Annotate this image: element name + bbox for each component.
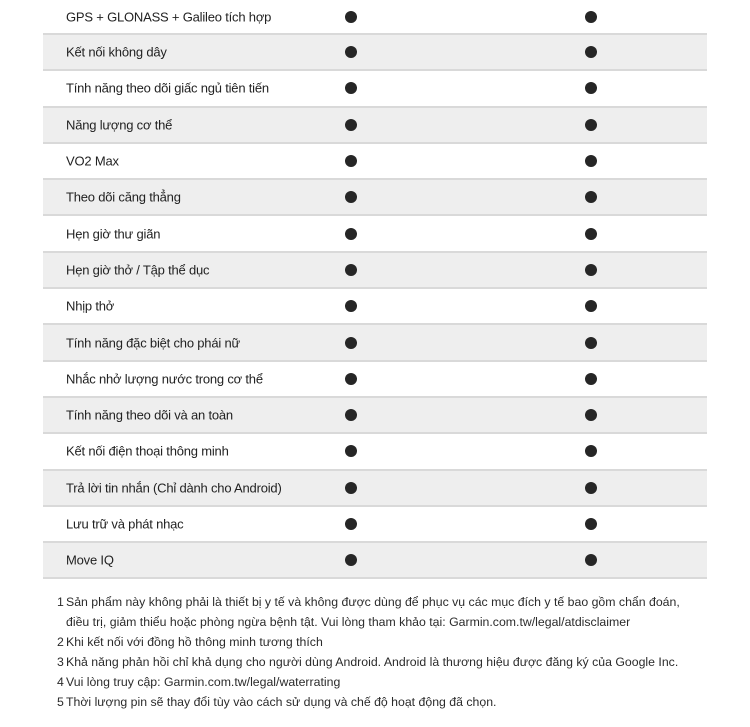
footnote-number: 1 <box>57 595 64 609</box>
filled-circle-icon <box>345 482 357 494</box>
table-row <box>43 543 707 579</box>
filled-circle-icon <box>345 264 357 276</box>
feature-label: GPS + GLONASS + Galileo tích hợp <box>66 9 272 24</box>
feature-label: Move IQ <box>66 552 114 568</box>
filled-circle-icon <box>345 409 357 421</box>
table-row <box>43 35 707 71</box>
feature-label: Nhắc nhở lượng nước trong cơ thể <box>66 371 263 387</box>
feature-label: Tính năng đặc biệt cho phái nữ <box>66 335 240 351</box>
feature-label: VO2 Max <box>66 153 119 169</box>
feature-label: Nhịp thở <box>66 298 115 314</box>
filled-circle-icon <box>585 337 597 349</box>
feature-label: Kết nối điện thoại thông minh <box>66 443 229 459</box>
table-row <box>43 434 707 470</box>
table-row <box>43 144 707 180</box>
filled-circle-icon <box>345 155 357 167</box>
table-row <box>43 216 707 252</box>
filled-circle-icon <box>585 518 597 530</box>
filled-circle-icon <box>585 482 597 494</box>
table-row <box>43 362 707 398</box>
filled-circle-icon <box>585 409 597 421</box>
filled-circle-icon <box>345 373 357 385</box>
filled-circle-icon <box>345 554 357 566</box>
footnote-number: 2 <box>57 635 64 649</box>
feature-label: Hẹn giờ thở / Tập thể dục <box>66 262 210 278</box>
feature-label: Kết nối không dây <box>66 44 167 60</box>
footnotes <box>57 592 737 712</box>
filled-circle-icon <box>585 300 597 312</box>
filled-circle-icon <box>345 445 357 457</box>
table-row <box>43 0 707 35</box>
table-row <box>43 398 707 434</box>
table-row <box>43 108 707 144</box>
table-row <box>43 71 707 107</box>
footnote <box>57 672 737 692</box>
filled-circle-icon <box>585 82 597 94</box>
feature-label: Tính năng theo dõi và an toàn <box>66 407 233 423</box>
footnote-number: 5 <box>57 695 64 709</box>
footnote-text: Thời lượng pin sẽ thay đổi tùy vào cách sử dụng và chế độ hoạt động đã chọn. <box>66 695 497 709</box>
filled-circle-icon <box>345 82 357 94</box>
footnote-text: Vui lòng truy cập: Garmin.com.tw/legal/waterrating <box>66 675 341 689</box>
footnote <box>57 632 737 652</box>
filled-circle-icon <box>585 445 597 457</box>
footnote-text: Khả năng phản hồi chỉ khả dụng cho người dùng Android. Android là thương hiệu được đăng ký của Google Inc. <box>66 655 679 669</box>
footnote-text: điều trị, giảm thiểu hoặc phòng ngừa bệnh tật. Vui lòng tham khảo tại: Garmin.com.tw/legal/atdisclaimer <box>66 615 631 629</box>
filled-circle-icon <box>585 191 597 203</box>
filled-circle-icon <box>585 155 597 167</box>
feature-label: Tính năng theo dõi giấc ngủ tiên tiến <box>66 80 269 96</box>
footnote <box>57 592 737 612</box>
footnote-number: 3 <box>57 655 64 669</box>
table-row <box>43 289 707 325</box>
filled-circle-icon <box>585 554 597 566</box>
filled-circle-icon <box>345 300 357 312</box>
filled-circle-icon <box>345 11 357 23</box>
filled-circle-icon <box>585 11 597 23</box>
footnote <box>57 692 737 712</box>
table-row <box>43 507 707 543</box>
filled-circle-icon <box>345 119 357 131</box>
footnote-text: Khi kết nối với đồng hồ thông minh tương thích <box>66 635 323 649</box>
table-row <box>43 325 707 361</box>
feature-label: Năng lượng cơ thể <box>66 117 173 133</box>
filled-circle-icon <box>585 264 597 276</box>
filled-circle-icon <box>345 228 357 240</box>
footnote <box>57 612 737 632</box>
feature-label: Lưu trữ và phát nhạc <box>66 516 184 532</box>
feature-label: Theo dõi căng thẳng <box>66 189 181 205</box>
table-row <box>43 471 707 507</box>
footnote <box>57 652 737 672</box>
feature-label: Trả lời tin nhắn (Chỉ dành cho Android) <box>66 480 282 496</box>
feature-comparison-table <box>43 0 707 579</box>
footnote-number: 4 <box>57 675 64 689</box>
filled-circle-icon <box>585 46 597 58</box>
footnote-text: Sản phẩm này không phải là thiết bị y tế và không được dùng để phục vụ các mục đích y tế bao gồm chẩn đoán, <box>66 595 680 609</box>
filled-circle-icon <box>345 46 357 58</box>
filled-circle-icon <box>585 228 597 240</box>
filled-circle-icon <box>345 337 357 349</box>
feature-label: Hẹn giờ thư giãn <box>66 226 161 242</box>
filled-circle-icon <box>585 373 597 385</box>
filled-circle-icon <box>585 119 597 131</box>
table-row <box>43 180 707 216</box>
table-row <box>43 253 707 289</box>
filled-circle-icon <box>345 518 357 530</box>
filled-circle-icon <box>345 191 357 203</box>
